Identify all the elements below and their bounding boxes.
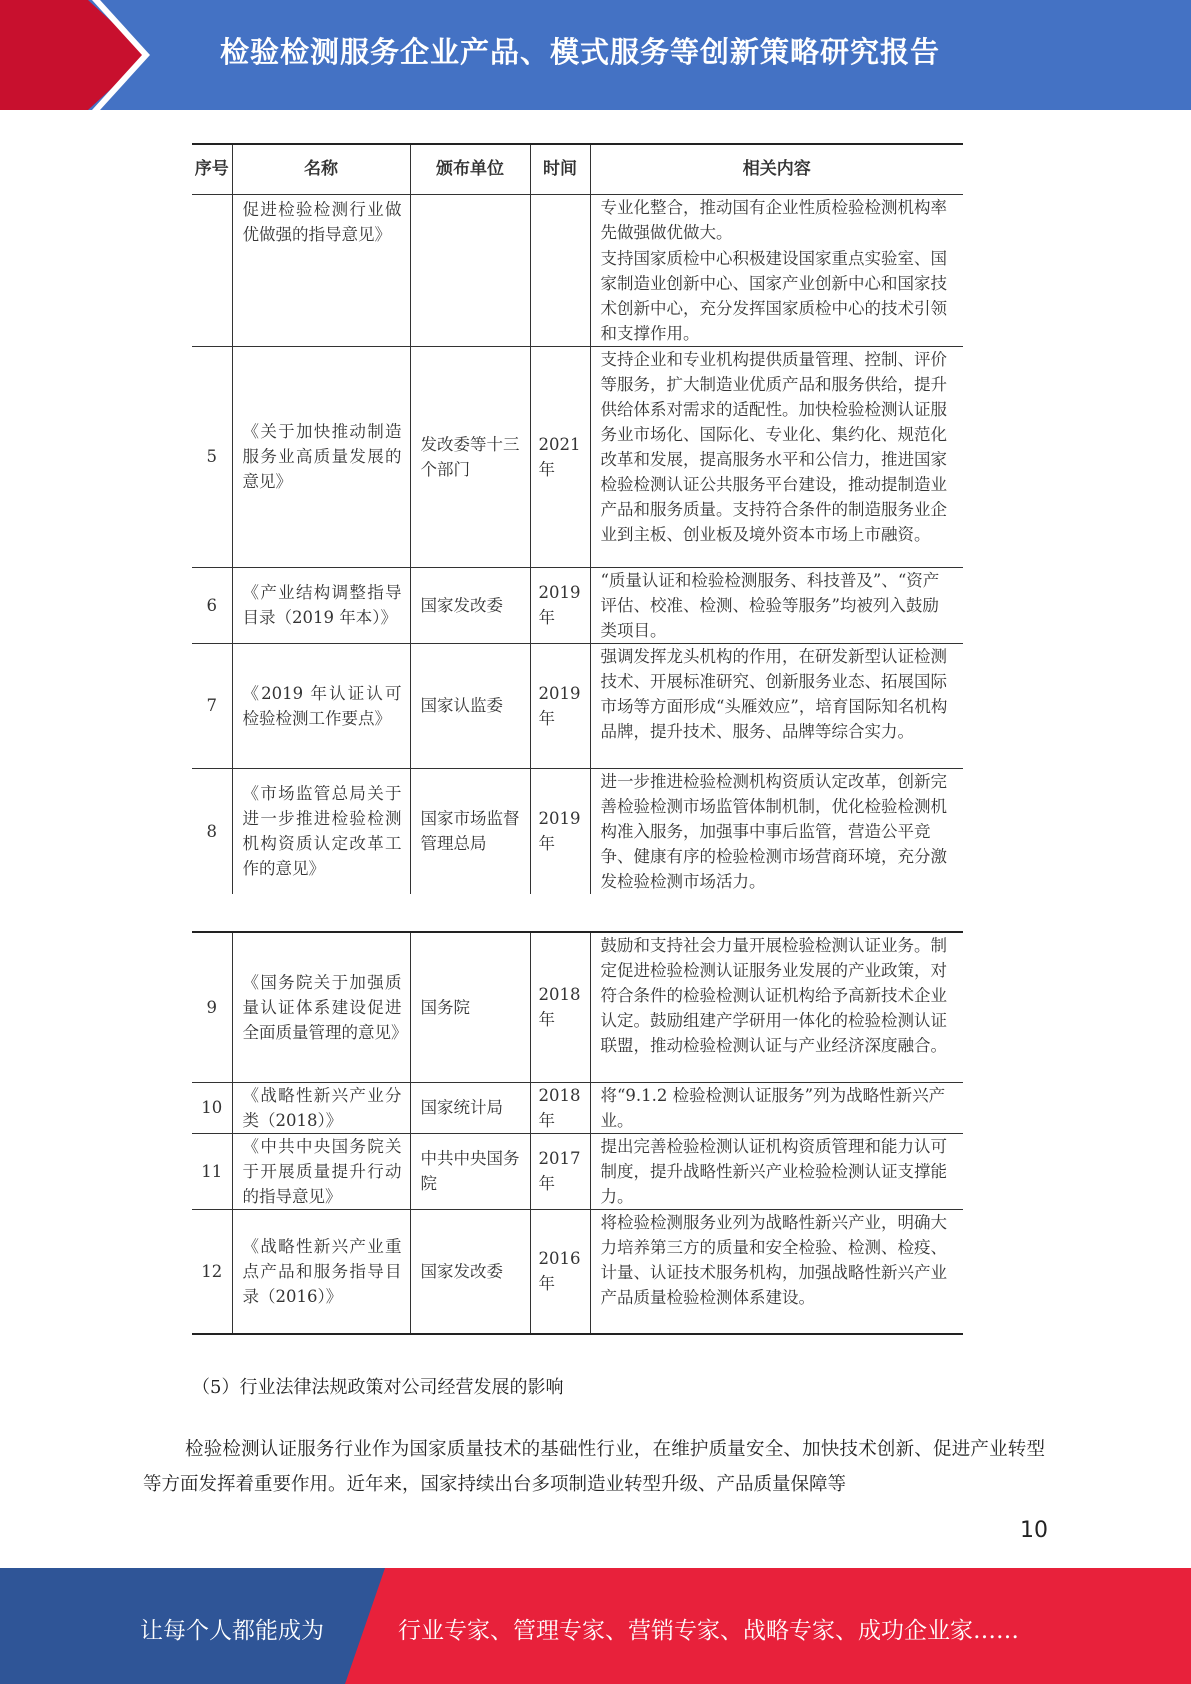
section-heading: （5）行业法律法规政策对公司经营发展的影响 [192, 1377, 564, 1398]
footer-band [0, 1568, 1191, 1684]
policy-name: 《中共中央国务院关于开展质量提升行动的指导意见》 [232, 1133, 410, 1209]
row-number: 12 [192, 1209, 232, 1334]
report-header-band [0, 0, 1191, 110]
row-number: 9 [192, 932, 232, 1082]
policy-name: 《战略性新兴产业分类（2018）》 [232, 1082, 410, 1133]
row-number: 7 [192, 643, 232, 768]
policy-name: 《2019 年认证认可检验检测工作要点》 [232, 643, 410, 768]
footer-slogan-left: 让每个人都能成为 [140, 1618, 324, 1644]
table-row [192, 567, 963, 643]
table-row [192, 643, 963, 768]
row-number: 10 [192, 1082, 232, 1133]
issue-year: 2021年 [530, 346, 590, 567]
policy-name: 《关于加快推动制造服务业高质量发展的意见》 [232, 346, 410, 567]
policy-content: “质量认证和检验检测服务、科技普及”、“资产评估、校准、检测、检验等服务”均被列入鼓励类项目。 [590, 567, 963, 643]
footer-slogan-right: 行业专家、管理专家、营销专家、战略专家、成功企业家…… [398, 1618, 1019, 1644]
policy-name: 《国务院关于加强质量认证体系建设促进全面质量管理的意见》 [232, 932, 410, 1082]
table-row [192, 194, 963, 346]
issuing-authority: 国家认监委 [410, 643, 530, 768]
issue-year: 2018年 [530, 932, 590, 1082]
table-row [192, 932, 963, 1082]
policy-name: 《产业结构调整指导目录（2019 年本）》 [232, 567, 410, 643]
table-row [192, 346, 963, 567]
issue-year: 2016年 [530, 1209, 590, 1334]
policy-content-line: 专业化整合，推动国有企业性质检验检测机构率先做强做优做大。 [600, 197, 947, 242]
table-row [192, 768, 963, 894]
policy-content: 提出完善检验检测认证机构资质管理和能力认可制度，提升战略性新兴产业检验检测认证支撑能力。 [590, 1133, 963, 1209]
issuing-authority: 国务院 [410, 932, 530, 1082]
table-row [192, 1082, 963, 1133]
policy-table-part-2 [192, 931, 963, 1335]
column-header-content: 相关内容 [590, 144, 963, 194]
issuing-authority: 国家统计局 [410, 1082, 530, 1133]
report-title: 检验检测服务企业产品、模式服务等创新策略研究报告 [220, 35, 941, 69]
issuing-authority: 国家发改委 [410, 567, 530, 643]
issue-year: 2017年 [530, 1133, 590, 1209]
row-number: 5 [192, 346, 232, 567]
issue-year: 2019年 [530, 768, 590, 894]
policy-content: 支持企业和专业机构提供质量管理、控制、评价等服务，扩大制造业优质产品和服务供给，提升供给体系对需求的适配性。加快检验检测认证服务业市场化、国际化、专业化、集约化、规范化改革和发展，提高服务水平和公信力，推进国家检验检测认证公共服务平台建设，推动提制造业产品和服务质量。支持符合条件的制造服务业企业到主板、创业板及境外资本市场上市融资。 [590, 346, 963, 567]
row-number: 6 [192, 567, 232, 643]
policy-table-part-1 [192, 143, 963, 894]
red-chevron-decoration [0, 0, 150, 110]
policy-content [590, 194, 963, 346]
policy-name: 《市场监管总局关于进一步推进检验检测机构资质认定改革工作的意见》 [232, 768, 410, 894]
policy-content: 鼓励和支持社会力量开展检验检测认证业务。制定促进检验检测认证服务业发展的产业政策，对符合条件的检验检测认证机构给予高新技术企业认定。鼓励组建产学研用一体化的检验检测认证联盟，推动检验检测认证与产业经济深度融合。 [590, 932, 963, 1082]
policy-content: 将检验检测服务业列为战略性新兴产业，明确大力培养第三方的质量和安全检验、检测、检疫、计量、认证技术服务机构，加强战略性新兴产业产品质量检验检测体系建设。 [590, 1209, 963, 1334]
row-number: 11 [192, 1133, 232, 1209]
column-header-name: 名称 [232, 144, 410, 194]
policy-name: 《战略性新兴产业重点产品和服务指导目录（2016）》 [232, 1209, 410, 1334]
column-header-year: 时间 [530, 144, 590, 194]
column-header-no: 序号 [192, 144, 232, 194]
table-row [192, 1209, 963, 1334]
issuing-authority: 国家市场监督管理总局 [410, 768, 530, 894]
policy-name: 促进检验检测行业做优做强的指导意见》 [232, 194, 410, 346]
issuing-authority: 中共中央国务院 [410, 1133, 530, 1209]
column-header-dept: 颁布单位 [410, 144, 530, 194]
policy-content: 进一步推进检验检测机构资质认定改革，创新完善检验检测市场监管体制机制，优化检验检测机构准入服务，加强事中事后监管，营造公平竞争、健康有序的检验检测市场营商环境，充分激发检验检测市场活力。 [590, 768, 963, 894]
policy-content: 将“9.1.2 检验检测认证服务”列为战略性新兴产业。 [590, 1082, 963, 1133]
issue-year: 2018年 [530, 1082, 590, 1133]
row-number: 8 [192, 768, 232, 894]
policy-content: 强调发挥龙头机构的作用，在研发新型认证检测技术、开展标准研究、创新服务业态、拓展国际市场等方面形成“头雁效应”，培育国际知名机构品牌，提升技术、服务、品牌等综合实力。 [590, 643, 963, 768]
body-paragraph: 检验检测认证服务行业作为国家质量技术的基础性行业，在维护质量安全、加快技术创新、促进产业转型等方面发挥着重要作用。近年来，国家持续出台多项制造业转型升级、产品质量保障等 [143, 1439, 1045, 1495]
issuing-authority: 发改委等十三个部门 [410, 346, 530, 567]
page-number: 10 [1020, 1518, 1048, 1543]
policy-content-line: 支持国家质检中心积极建设国家重点实验室、国家制造业创新中心、国家产业创新中心和国家技术创新中心，充分发挥国家质检中心的技术引领和支撑作用。 [600, 248, 947, 343]
issue-year: 2019年 [530, 567, 590, 643]
issue-year: 2019年 [530, 643, 590, 768]
issuing-authority: 国家发改委 [410, 1209, 530, 1334]
table-row [192, 1133, 963, 1209]
